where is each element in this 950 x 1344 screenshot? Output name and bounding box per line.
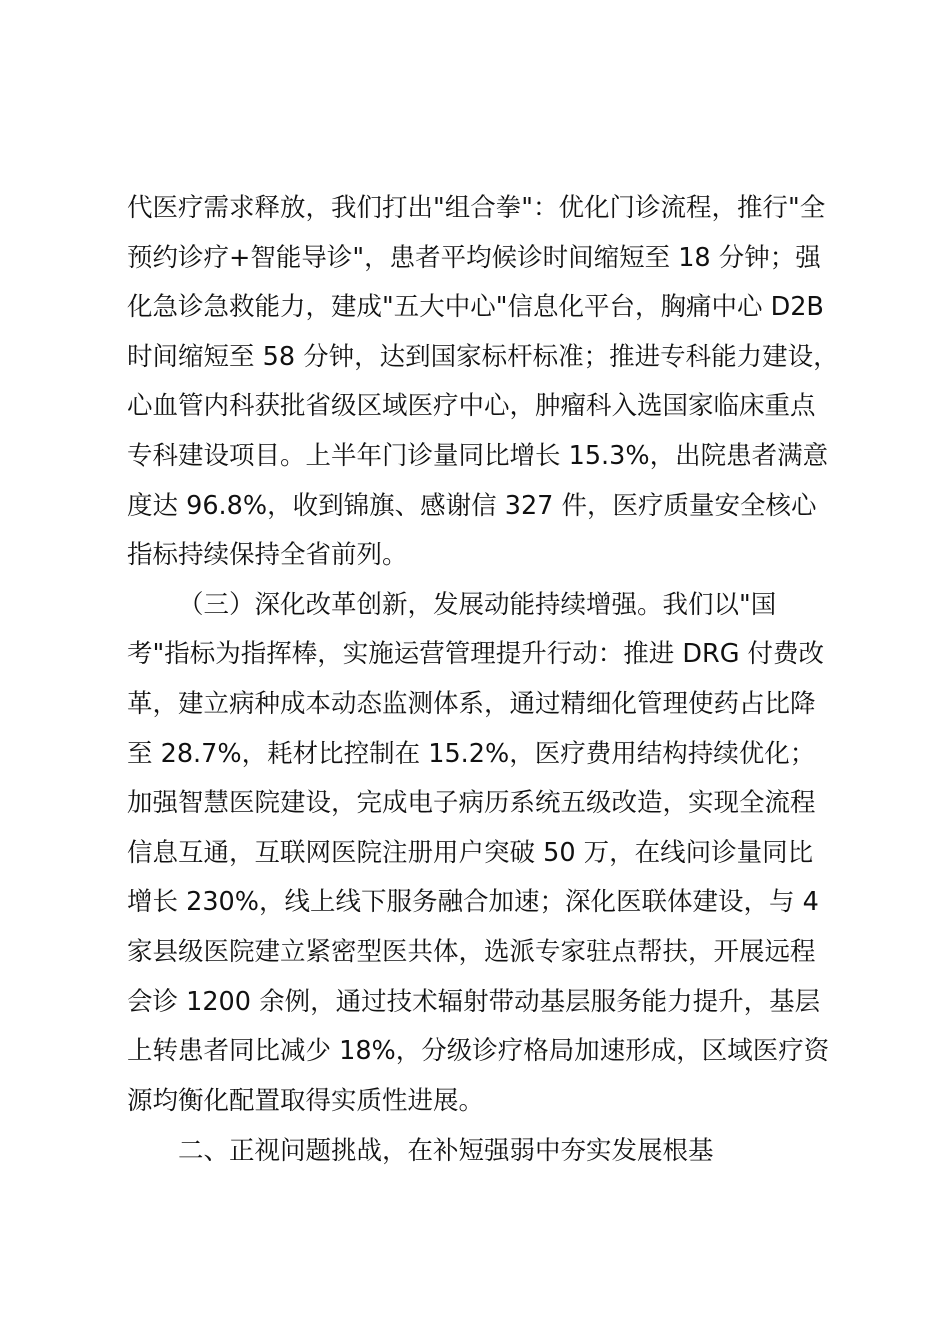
paragraph-1-line-4: 时间缩短至 58 分钟，达到国家标杆标准；推进专科能力建设， xyxy=(127,341,839,372)
paragraph-2-line-5: 加强智慧医院建设，完成电子病历系统五级改造，实现全流程 xyxy=(127,788,816,819)
paragraph-2-line-10: 上转患者同比减少 18%，分级诊疗格局加速形成，区域医疗资 xyxy=(127,1036,830,1067)
paragraph-1-line-5: 心血管内科获批省级区域医疗中心，肿瘤科入选国家临床重点 xyxy=(127,391,816,422)
paragraph-2-line-8: 家县级医院建立紧密型医共体，选派专家驻点帮扶，开展远程 xyxy=(127,936,816,967)
paragraph-2-line-11: 源均衡化配置取得实质性进展。 xyxy=(127,1085,485,1116)
paragraph-1-line-6: 专科建设项目。上半年门诊量同比增长 15.3%，出院患者满意 xyxy=(127,440,829,471)
paragraph-1-line-7: 度达 96.8%，收到锦旗、感谢信 327 件，医疗质量安全核心 xyxy=(127,490,817,521)
paragraph-1-line-1: 代医疗需求释放，我们打出"组合拳"：优化门诊流程，推行"全 xyxy=(127,193,826,223)
paragraph-2-line-7: 增长 230%，线上线下服务融合加速；深化医联体建设，与 4 xyxy=(127,887,819,918)
paragraph-1-line-8: 指标持续保持全省前列。 xyxy=(127,540,408,571)
paragraph-1-line-3: 化急诊急救能力，建成"五大中心"信息化平台，胸痛中心 D2B xyxy=(127,292,824,323)
section-heading: 二、正视问题挑战，在补短强弱中夯实发展根基 xyxy=(178,1136,714,1166)
paragraph-2-line-3: 革，建立病种成本动态监测体系，通过精细化管理使药占比降 xyxy=(127,688,816,719)
paragraph-2-line-1: （三）深化改革创新，发展动能持续增强。我们以"国 xyxy=(178,589,777,620)
body-text xyxy=(127,184,847,1126)
paragraph-2-line-4: 至 28.7%，耗材比控制在 15.2%，医疗费用结构持续优化； xyxy=(127,738,816,769)
paragraph-2-line-6: 信息互通，互联网医院注册用户突破 50 万，在线问诊量同比 xyxy=(127,837,814,868)
paragraph-2-line-2: 考"指标为指挥棒，实施运营管理提升行动：推进 DRG 付费改 xyxy=(127,639,825,670)
paragraph-1-line-2: 预约诊疗+智能导诊"，患者平均候诊时间缩短至 18 分钟；强 xyxy=(127,242,821,273)
paragraph-2-line-9: 会诊 1200 余例，通过技术辐射带动基层服务能力提升，基层 xyxy=(127,986,821,1017)
